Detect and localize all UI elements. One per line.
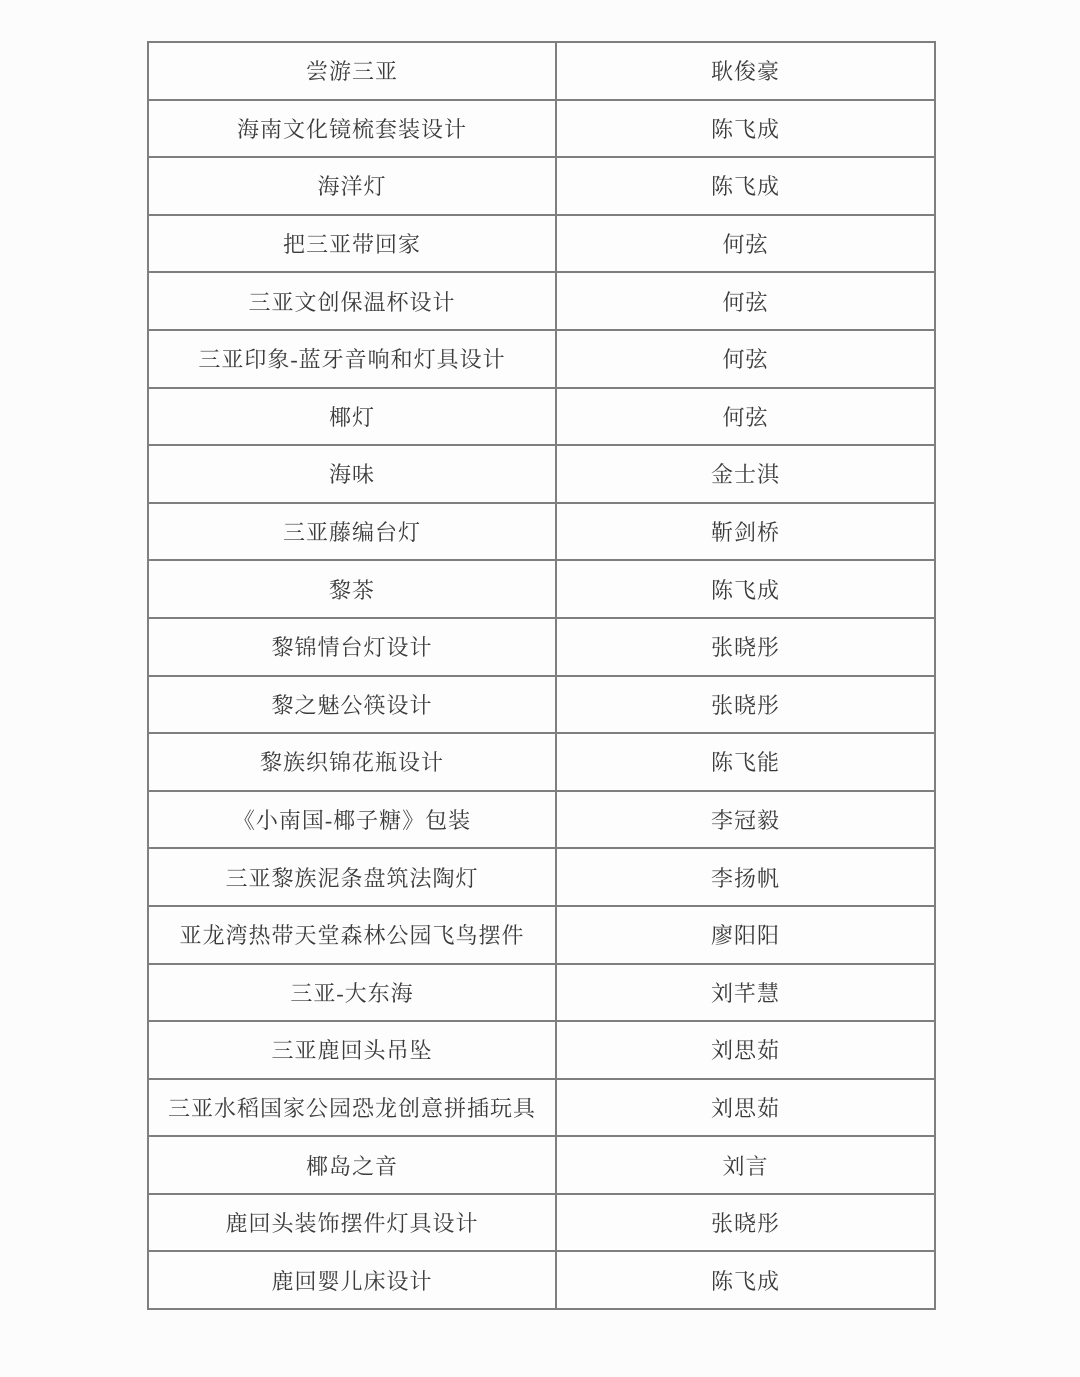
author-name-cell: 何弦 (556, 388, 935, 446)
table-row (148, 1194, 935, 1252)
author-name-cell: 靳剑桥 (556, 503, 935, 561)
table-row (148, 848, 935, 906)
works-authors-table (147, 41, 936, 1310)
table-row (148, 906, 935, 964)
table-row (148, 1251, 935, 1309)
work-title-cell: 尝游三亚 (148, 42, 556, 100)
work-title-cell: 亚龙湾热带天堂森林公园飞鸟摆件 (148, 906, 556, 964)
work-title-cell: 黎之魅公筷设计 (148, 676, 556, 734)
work-title-cell: 海洋灯 (148, 157, 556, 215)
table-row (148, 1079, 935, 1137)
work-title-cell: 鹿回婴儿床设计 (148, 1251, 556, 1309)
author-name-cell: 陈飞成 (556, 157, 935, 215)
table-row (148, 964, 935, 1022)
work-title-cell: 椰灯 (148, 388, 556, 446)
author-name-cell: 何弦 (556, 272, 935, 330)
author-name-cell: 张晓彤 (556, 676, 935, 734)
work-title-cell: 黎锦情台灯设计 (148, 618, 556, 676)
author-name-cell: 廖阳阳 (556, 906, 935, 964)
author-name-cell: 刘思茹 (556, 1021, 935, 1079)
table-row (148, 42, 935, 100)
work-title-cell: 三亚-大东海 (148, 964, 556, 1022)
work-title-cell: 黎族织锦花瓶设计 (148, 733, 556, 791)
author-name-cell: 李冠毅 (556, 791, 935, 849)
work-title-cell: 三亚水稻国家公园恐龙创意拼插玩具 (148, 1079, 556, 1137)
work-title-cell: 鹿回头装饰摆件灯具设计 (148, 1194, 556, 1252)
work-title-cell: 黎茶 (148, 560, 556, 618)
author-name-cell: 何弦 (556, 330, 935, 388)
author-name-cell: 刘言 (556, 1136, 935, 1194)
table-row (148, 618, 935, 676)
table-row (148, 100, 935, 158)
work-title-cell: 三亚印象-蓝牙音响和灯具设计 (148, 330, 556, 388)
work-title-cell: 海南文化镜梳套装设计 (148, 100, 556, 158)
author-name-cell: 李扬帆 (556, 848, 935, 906)
author-name-cell: 陈飞成 (556, 1251, 935, 1309)
table-row (148, 1136, 935, 1194)
table-row (148, 676, 935, 734)
work-title-cell: 三亚黎族泥条盘筑法陶灯 (148, 848, 556, 906)
table-row (148, 330, 935, 388)
author-name-cell: 何弦 (556, 215, 935, 273)
table-row (148, 791, 935, 849)
author-name-cell: 刘思茹 (556, 1079, 935, 1137)
table-row (148, 215, 935, 273)
work-title-cell: 《小南国-椰子糖》包装 (148, 791, 556, 849)
works-authors-table-body (148, 42, 935, 1309)
work-title-cell: 海味 (148, 445, 556, 503)
author-name-cell: 张晓彤 (556, 1194, 935, 1252)
author-name-cell: 陈飞能 (556, 733, 935, 791)
table-row (148, 560, 935, 618)
table-row (148, 157, 935, 215)
table-row (148, 733, 935, 791)
table-row (148, 445, 935, 503)
author-name-cell: 陈飞成 (556, 560, 935, 618)
work-title-cell: 把三亚带回家 (148, 215, 556, 273)
table-row (148, 272, 935, 330)
author-name-cell: 耿俊豪 (556, 42, 935, 100)
table-row (148, 503, 935, 561)
author-name-cell: 刘芊慧 (556, 964, 935, 1022)
work-title-cell: 椰岛之音 (148, 1136, 556, 1194)
work-title-cell: 三亚藤编台灯 (148, 503, 556, 561)
work-title-cell: 三亚文创保温杯设计 (148, 272, 556, 330)
work-title-cell: 三亚鹿回头吊坠 (148, 1021, 556, 1079)
author-name-cell: 陈飞成 (556, 100, 935, 158)
author-name-cell: 张晓彤 (556, 618, 935, 676)
author-name-cell: 金士淇 (556, 445, 935, 503)
table-row (148, 388, 935, 446)
table-row (148, 1021, 935, 1079)
